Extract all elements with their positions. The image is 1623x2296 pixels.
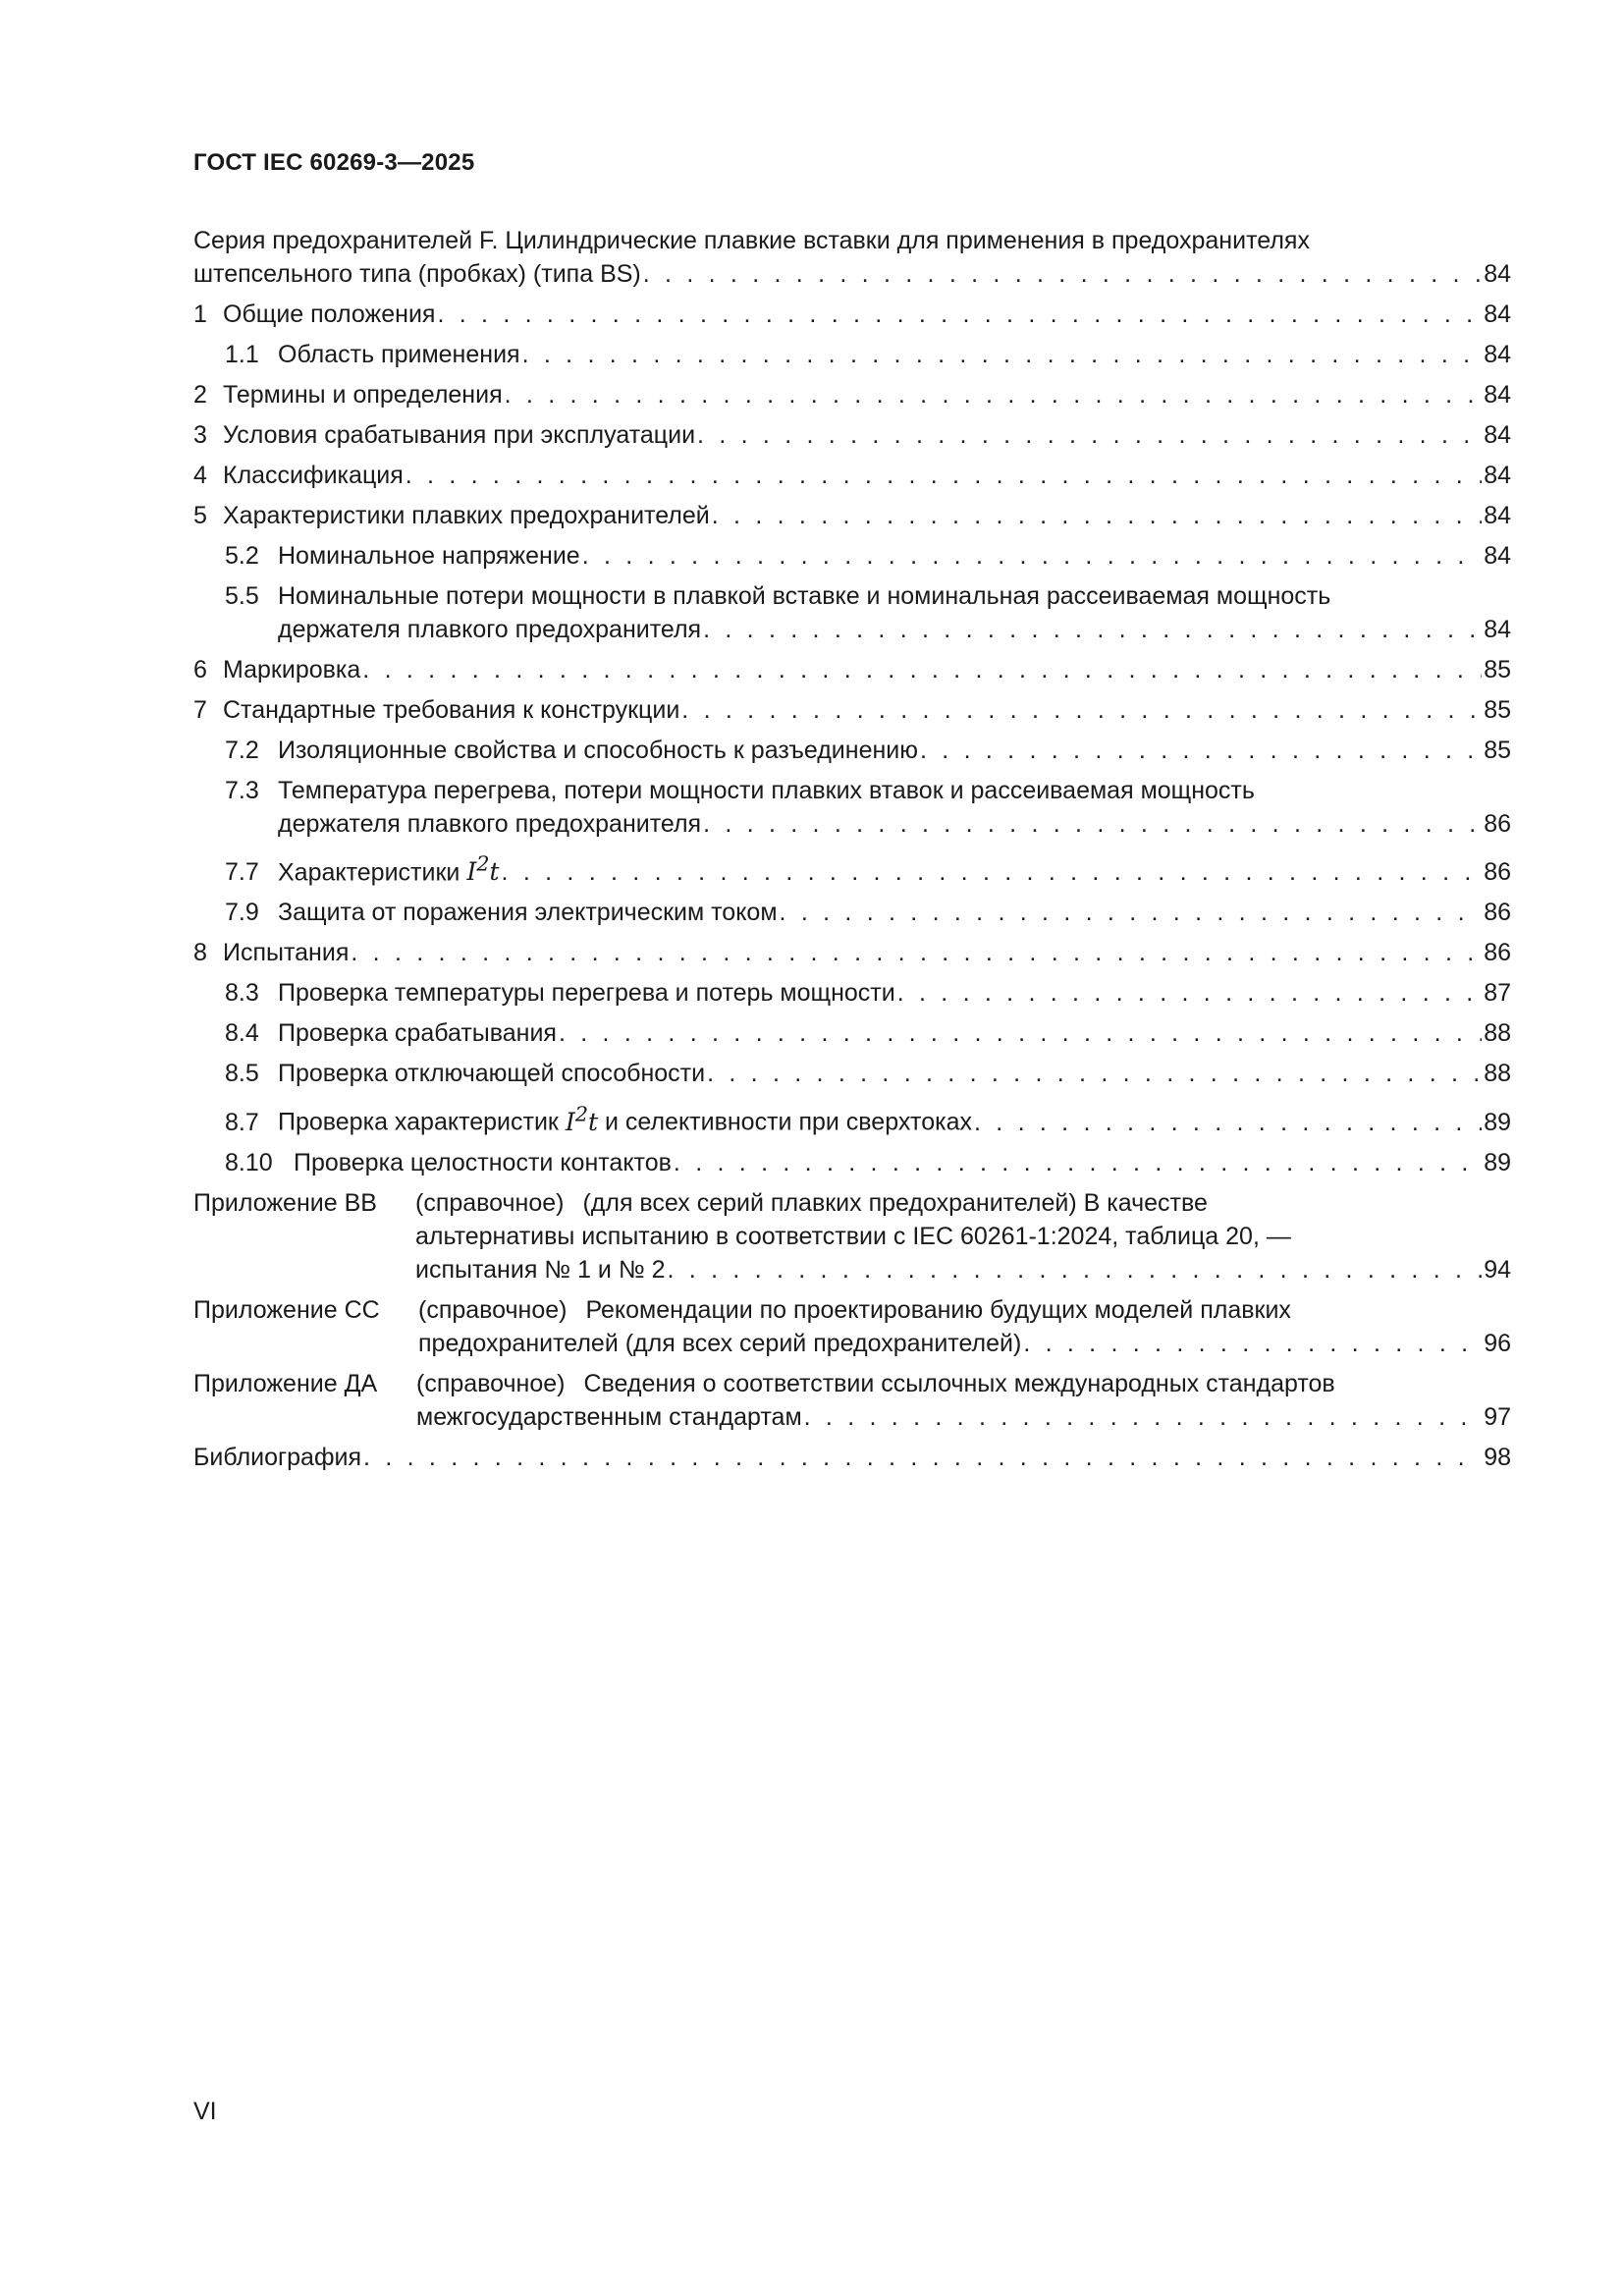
toc-entry-text: Классификация <box>223 462 404 489</box>
toc-entry-text: держателя плавкого предохранителя <box>278 810 702 838</box>
toc-entry-number: 1 <box>193 301 207 328</box>
toc-entry-label: Характеристики <box>278 858 460 887</box>
appendix-label: Приложение ВВ <box>193 1188 377 1217</box>
dot-leader <box>505 378 1483 411</box>
appendix-type: (справочное) <box>415 1188 565 1217</box>
toc-entry-2[interactable] <box>193 378 1511 411</box>
toc-entry-text: альтернативы испытанию в соответствии с IEC 60261-1:2024, таблица 20, — <box>415 1222 1291 1250</box>
toc-entry-text: Проверка срабатывания <box>278 1019 557 1048</box>
toc-entry-number: 4 <box>193 462 207 489</box>
toc-page-number: 84 <box>1484 542 1511 570</box>
dot-leader <box>1023 1327 1482 1360</box>
page-number: VI <box>193 2098 217 2125</box>
toc-entry-text: штепсельного типа (пробках) (типа BS) <box>193 260 641 288</box>
appendix-title: Рекомендации по проектированию будущих моделей плавких <box>585 1295 1291 1324</box>
dot-leader <box>582 539 1482 573</box>
toc-entry-8-3[interactable] <box>193 976 1511 1010</box>
toc-entry-7-9[interactable] <box>193 896 1511 929</box>
toc-entry-text: Проверка отключающей способности <box>278 1060 706 1088</box>
toc-page-number: 89 <box>1484 1148 1511 1176</box>
toc-page-number: 86 <box>1484 810 1511 838</box>
toc-entry-text: Номинальные потери мощности в плавкой вставке и номинальная рассеиваемая мощность <box>278 582 1331 610</box>
toc-page-number: 89 <box>1484 1108 1511 1136</box>
toc-entry-number: 6 <box>193 656 207 683</box>
appendix-label: Приложение ДА <box>193 1369 378 1397</box>
toc-entry-number: 8.5 <box>225 1060 259 1088</box>
toc-entry-text: Проверка температуры перегрева и потерь мощности <box>278 979 895 1008</box>
toc-entry-text <box>415 1186 1511 1220</box>
appendix-type: (справочное) <box>416 1369 566 1397</box>
toc-entry-number: 8.3 <box>225 979 259 1008</box>
dot-leader <box>559 1016 1482 1050</box>
math-variable: t <box>587 1107 599 1136</box>
toc-page-number: 86 <box>1484 939 1511 967</box>
toc-entry-8-10[interactable] <box>193 1146 1511 1179</box>
toc-entry-7-3[interactable] <box>193 774 1511 841</box>
toc-entry-text: предохранителей (для всех серий предохранителей) <box>418 1329 1022 1357</box>
toc-page-number: 85 <box>1484 737 1511 764</box>
toc-page-number: 98 <box>1484 1443 1511 1471</box>
dot-leader <box>363 1441 1482 1474</box>
toc-entry-7-7[interactable] <box>193 847 1511 889</box>
toc-entry-text: Область применения <box>278 341 520 368</box>
dot-leader <box>804 1400 1483 1434</box>
toc-entry-text: Характеристики плавких предохранителей <box>223 502 710 529</box>
toc-entry-text <box>416 1367 1511 1400</box>
toc-entry-text: Маркировка <box>223 656 361 683</box>
toc-entry-label: Проверка характеристик <box>278 1108 559 1136</box>
dot-leader <box>712 499 1482 532</box>
toc-entry-number: 8.7 <box>225 1108 259 1136</box>
toc-entry-appendix-da[interactable] <box>193 1367 1511 1434</box>
dot-leader <box>406 459 1482 492</box>
dot-leader <box>362 653 1482 686</box>
toc-entry-text: Условия срабатывания при эксплуатации <box>223 421 696 449</box>
toc-entry-appendix-cc[interactable] <box>193 1293 1511 1360</box>
dot-leader <box>674 1146 1482 1179</box>
toc-entry-text: Термины и определения <box>223 381 503 409</box>
math-formula <box>565 1102 599 1136</box>
toc-page-number: 85 <box>1484 656 1511 683</box>
toc-entry-text: Серия предохранителей F. Цилиндрические плавкие вставки для применения в предохранителях <box>193 227 1310 254</box>
toc-entry-5-2[interactable] <box>193 539 1511 573</box>
table-of-contents <box>193 224 1511 1474</box>
dot-leader <box>697 418 1482 452</box>
toc-entry-text: Стандартные требования к конструкции <box>223 696 680 724</box>
toc-entry-8-7[interactable] <box>193 1097 1511 1138</box>
toc-page-number: 84 <box>1484 616 1511 643</box>
math-base: I <box>565 1107 575 1136</box>
toc-page-number: 94 <box>1484 1255 1511 1284</box>
toc-entry-number: 5.5 <box>225 582 259 610</box>
toc-page-number: 84 <box>1484 301 1511 328</box>
toc-entry-intro[interactable] <box>193 224 1511 291</box>
toc-page-number: 88 <box>1484 1019 1511 1048</box>
appendix-title: (для всех серий плавких предохранителей) В качестве <box>582 1188 1208 1217</box>
toc-entry-text: Библиография <box>193 1443 362 1471</box>
toc-page-number: 84 <box>1484 341 1511 368</box>
toc-page-number: 84 <box>1484 421 1511 449</box>
toc-entry-text <box>418 1293 1511 1327</box>
toc-entry-bibliography[interactable] <box>193 1441 1511 1474</box>
toc-entry-8-4[interactable] <box>193 1016 1511 1050</box>
toc-entry-number: 5.2 <box>225 542 259 570</box>
toc-entry-appendix-bb[interactable] <box>193 1186 1511 1286</box>
dot-leader <box>437 298 1482 331</box>
toc-entry-text: межгосударственным стандартам <box>416 1402 802 1431</box>
math-variable: t <box>489 857 500 887</box>
toc-entry-number: 7.3 <box>225 777 259 804</box>
toc-entry-number: 2 <box>193 381 207 409</box>
dot-leader <box>920 734 1482 767</box>
toc-entry-8-5[interactable] <box>193 1057 1511 1090</box>
dot-leader <box>974 1106 1482 1139</box>
toc-entry-4[interactable] <box>193 459 1511 492</box>
appendix-label: Приложение СС <box>193 1295 380 1324</box>
dot-leader <box>897 976 1482 1010</box>
toc-entry-label: и селективности при сверхтоках <box>604 1108 973 1136</box>
toc-entry-text: Номинальное напряжение <box>278 542 580 570</box>
page-header: ГОСТ IEC 60269-3—2025 <box>193 149 475 176</box>
dot-leader <box>703 613 1482 646</box>
math-superscript: 2 <box>574 1102 588 1126</box>
toc-entry-number: 7.2 <box>225 737 259 764</box>
toc-entry-1[interactable] <box>193 298 1511 331</box>
toc-entry-8[interactable] <box>193 936 1511 969</box>
toc-entry-number: 7 <box>193 696 207 724</box>
toc-page-number: 84 <box>1484 462 1511 489</box>
toc-page-number: 86 <box>1484 899 1511 927</box>
dot-leader <box>703 807 1482 841</box>
toc-page-number: 87 <box>1484 979 1511 1008</box>
toc-entry-7-2[interactable] <box>193 734 1511 767</box>
toc-entry-number: 8.4 <box>225 1019 259 1048</box>
toc-page-number: 84 <box>1484 502 1511 529</box>
toc-entry-text: Изоляционные свойства и способность к разъединению <box>278 737 918 764</box>
dot-leader <box>668 1253 1483 1286</box>
toc-entry-number: 5 <box>193 502 207 529</box>
dot-leader <box>780 896 1483 929</box>
appendix-title: Сведения о соответствии ссылочных международных стандартов <box>583 1369 1335 1397</box>
toc-entry-5-5[interactable] <box>193 579 1511 646</box>
toc-entry-number: 1.1 <box>225 341 259 368</box>
toc-entry-text: Температура перегрева, потери мощности плавких втавок и рассеиваемая мощность <box>278 777 1255 804</box>
toc-entry-number: 3 <box>193 421 207 449</box>
toc-entry-text <box>278 847 500 889</box>
math-superscript: 2 <box>476 852 490 876</box>
toc-entry-7[interactable] <box>193 693 1511 727</box>
toc-entry-text: Общие положения <box>223 301 436 328</box>
toc-page-number: 84 <box>1484 381 1511 409</box>
dot-leader <box>351 936 1482 969</box>
toc-entry-3[interactable] <box>193 418 1511 452</box>
toc-page-number: 84 <box>1484 260 1511 288</box>
toc-entry-number: 7.9 <box>225 899 259 927</box>
toc-entry-number: 8 <box>193 939 207 967</box>
toc-page-number: 96 <box>1484 1329 1511 1357</box>
dot-leader <box>502 855 1483 889</box>
toc-page-number: 85 <box>1484 696 1511 724</box>
toc-entry-6[interactable] <box>193 653 1511 686</box>
math-formula <box>466 852 500 887</box>
toc-entry-5[interactable] <box>193 499 1511 532</box>
toc-entry-text: испытания № 1 и № 2 <box>415 1255 666 1284</box>
appendix-type: (справочное) <box>418 1295 568 1324</box>
toc-entry-1-1[interactable] <box>193 338 1511 371</box>
toc-entry-text: Испытания <box>223 939 350 967</box>
dot-leader <box>681 693 1482 727</box>
toc-page-number: 97 <box>1484 1402 1511 1431</box>
dot-leader <box>707 1057 1482 1090</box>
toc-page-number: 88 <box>1484 1060 1511 1088</box>
math-base: I <box>466 857 477 887</box>
toc-entry-text <box>278 1097 972 1138</box>
toc-entry-text: Проверка целостности контактов <box>294 1148 672 1176</box>
toc-entry-number: 7.7 <box>225 858 259 887</box>
dot-leader <box>522 338 1483 371</box>
toc-entry-text: Защита от поражения электрическим током <box>278 899 778 927</box>
toc-entry-number: 8.10 <box>225 1148 273 1176</box>
toc-page-number: 86 <box>1484 858 1511 887</box>
dot-leader <box>643 257 1482 291</box>
toc-entry-text: держателя плавкого предохранителя <box>278 616 702 643</box>
